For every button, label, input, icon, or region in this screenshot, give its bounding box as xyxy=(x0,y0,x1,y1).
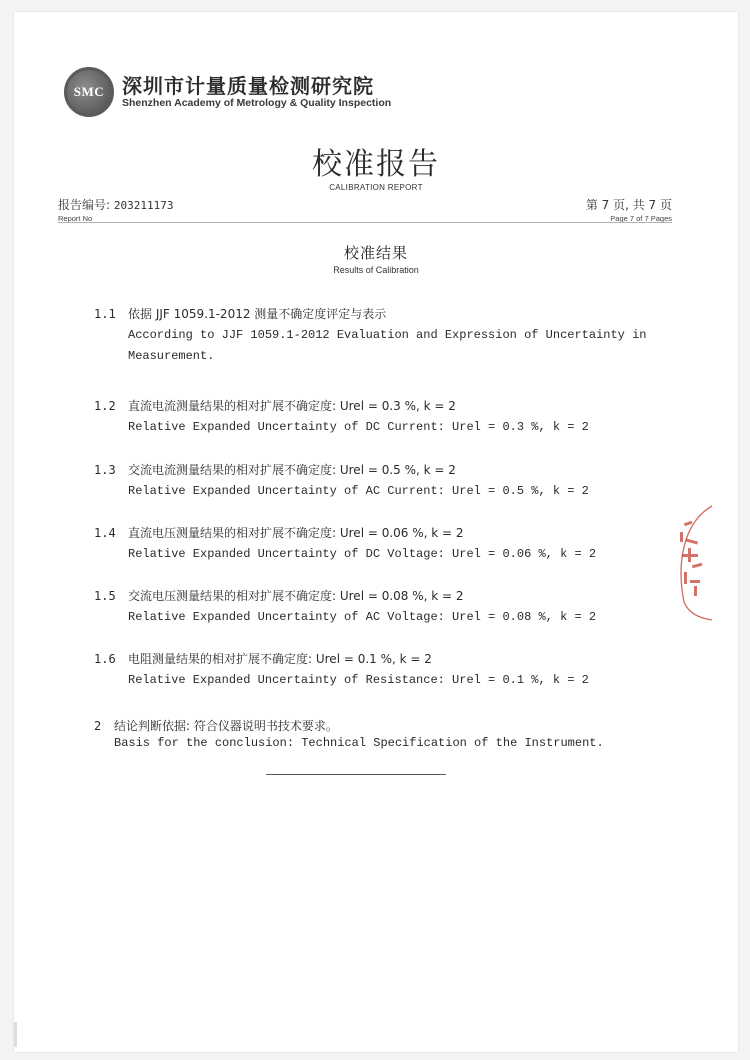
org-name-cn: 深圳市计量质量检测研究院 xyxy=(122,73,374,98)
page-info-cn: 第 7 页, 共 7 页 xyxy=(585,198,672,212)
item-number: 1.6 xyxy=(94,652,116,666)
report-no-label-en: Report No xyxy=(58,214,93,223)
result-item xyxy=(94,523,654,565)
item-number: 1.3 xyxy=(94,463,116,477)
item-text-en: Relative Expanded Uncertainty of DC Voltage: Urel = 0.06 %, k = 2 xyxy=(128,547,597,561)
org-name-en: Shenzhen Academy of Metrology & Quality Inspection xyxy=(122,96,392,109)
page-info-en: Page 7 of 7 Pages xyxy=(610,214,672,223)
result-item xyxy=(94,649,654,691)
item-text-en: Relative Expanded Uncertainty of AC Voltage: Urel = 0.08 %, k = 2 xyxy=(128,610,597,624)
conclusion-text-cn: 结论判断依据: 符合仪器说明书技术要求。 xyxy=(114,719,338,733)
conclusion-number: 2 xyxy=(94,719,102,733)
scan-mark xyxy=(14,1022,17,1047)
item-text-en: Relative Expanded Uncertainty of Resistance: Urel = 0.1 %, k = 2 xyxy=(128,673,589,687)
item-number: 1.2 xyxy=(94,399,116,413)
report-no-label: 报告编号: xyxy=(58,198,111,212)
item-text-cn: 交流电压测量结果的相对扩展不确定度: Urel = 0.08 %, k = 2 xyxy=(128,589,464,603)
title-en: CALIBRATION REPORT xyxy=(329,183,423,192)
report-title xyxy=(14,147,738,192)
item-text-en-cont: Measurement. xyxy=(128,349,215,363)
report-page xyxy=(14,12,738,1052)
item-text-cn: 依据 JJF 1059.1-2012 测量不确定度评定与表示 xyxy=(128,307,387,321)
header xyxy=(64,67,391,117)
section-title-cn: 校准结果 xyxy=(343,244,408,262)
result-item xyxy=(94,396,654,438)
organization xyxy=(122,75,391,110)
item-text-cn: 直流电压测量结果的相对扩展不确定度: Urel = 0.06 %, k = 2 xyxy=(128,526,464,540)
smc-logo-icon: SMC xyxy=(64,67,114,117)
item-text-cn: 交流电流测量结果的相对扩展不确定度: Urel = 0.5 %, k = 2 xyxy=(128,463,456,477)
header-divider xyxy=(58,222,672,223)
item-text-en: Relative Expanded Uncertainty of DC Current: Urel = 0.3 %, k = 2 xyxy=(128,420,589,434)
seal-stamp-icon xyxy=(654,502,714,622)
report-number xyxy=(58,196,173,223)
section-title-en: Results of Calibration xyxy=(333,265,419,275)
result-item xyxy=(94,460,654,502)
item-number: 1.5 xyxy=(94,589,116,603)
title-cn: 校准报告 xyxy=(312,147,440,182)
section-title xyxy=(14,242,738,275)
conclusion-text-en: Basis for the conclusion: Technical Specification of the Instrument. xyxy=(114,736,604,750)
item-number: 1.4 xyxy=(94,526,116,540)
page-info xyxy=(586,196,672,223)
item-number: 1.1 xyxy=(94,307,116,321)
conclusion xyxy=(94,718,604,752)
report-no-value: 203211173 xyxy=(113,199,174,212)
result-item xyxy=(94,304,654,367)
item-text-en: According to JJF 1059.1-2012 Evaluation and Expression of Uncertainty in xyxy=(128,328,647,342)
item-text-cn: 电阻测量结果的相对扩展不确定度: Urel = 0.1 %, k = 2 xyxy=(128,652,432,666)
item-text-en: Relative Expanded Uncertainty of AC Current: Urel = 0.5 %, k = 2 xyxy=(128,484,589,498)
end-divider xyxy=(266,774,446,775)
result-item xyxy=(94,586,654,628)
item-text-cn: 直流电流测量结果的相对扩展不确定度: Urel = 0.3 %, k = 2 xyxy=(128,399,456,413)
